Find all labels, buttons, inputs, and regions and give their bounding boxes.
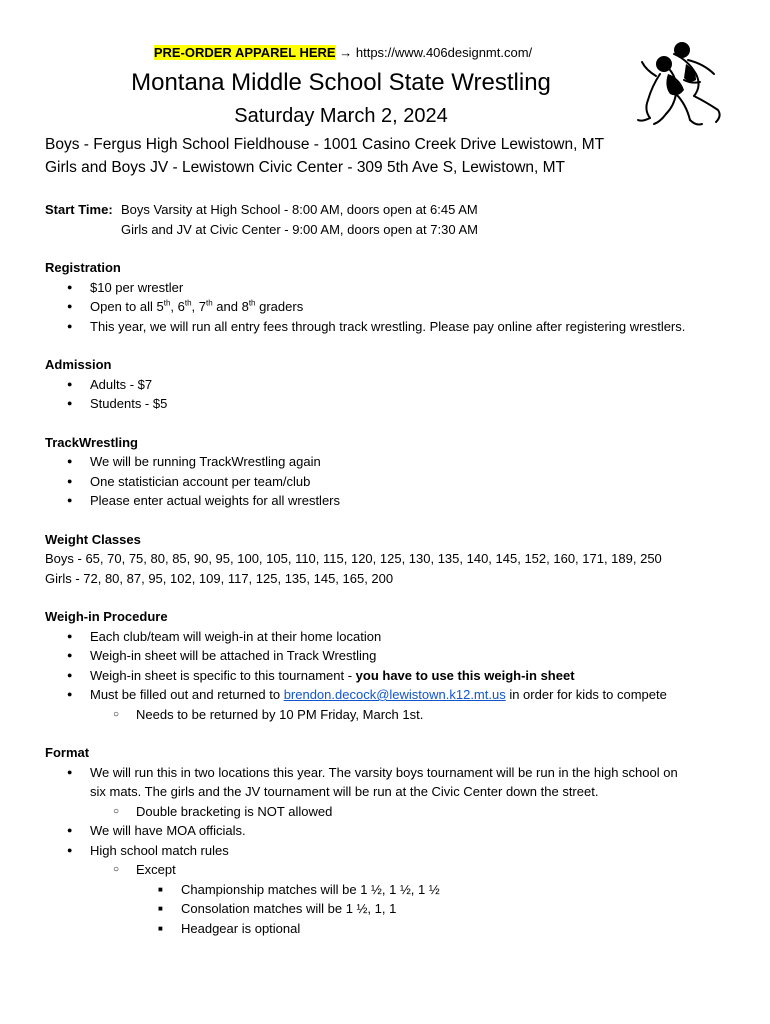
list-item: ● High school match rules — [45, 841, 735, 861]
rule-item: ■ Headgear is optional — [45, 919, 735, 939]
registration-list — [45, 278, 735, 337]
list-item: ● We will have MOA officials. — [45, 821, 735, 841]
weighin-heading: Weigh-in Procedure — [45, 609, 168, 624]
weight-classes-girls: Girls - 72, 80, 87, 95, 102, 109, 117, 125, 135, 145, 165, 200 — [45, 570, 394, 586]
rule-item: ■ Consolation matches will be 1 ½, 1, 1 — [45, 899, 735, 919]
event-date: Saturday March 2, 2024 — [234, 105, 448, 127]
list-item: ● Students - $5 — [45, 394, 735, 414]
list-item: ● $10 per wrestler — [45, 278, 735, 298]
document-body — [45, 200, 735, 938]
email-link[interactable]: brendon.decock@lewistown.k12.mt.us — [283, 687, 506, 702]
format-list — [45, 763, 735, 939]
list-item: ● One statistician account per team/club — [45, 472, 735, 492]
admission-list — [45, 375, 735, 414]
trackwrestling-list — [45, 452, 735, 511]
format-heading: Format — [45, 745, 90, 760]
venue-girls: Girls and Boys JV - Lewistown Civic Center - 309 5th Ave S, Lewistown, MT — [45, 159, 566, 176]
arrow-icon: → — [339, 45, 353, 60]
list-item: ● Each club/team will weigh-in at their home location — [45, 627, 735, 647]
sub-list-item: ○ Double bracketing is NOT allowed — [45, 802, 735, 822]
start-time-section — [45, 200, 735, 239]
list-item: ● We will run this in two locations this year. The varsity boys tournament will be run in the high school on six mats. The girls and the JV tournament will be run at the Civic Center down the street. — [45, 763, 735, 802]
weighin-list — [45, 627, 735, 725]
start-time-label: Start Time: — [45, 202, 113, 217]
trackwrestling-heading: TrackWrestling — [45, 434, 138, 450]
list-item: ● Adults - $7 — [45, 375, 735, 395]
list-item: ● Must be filled out and returned to brendon.decock@lewistown.k12.mt.us in order for kids to compete — [45, 685, 735, 705]
sub-list-item: ○ Needs to be returned by 10 PM Friday, March 1st. — [45, 705, 735, 725]
weight-classes-heading: Weight Classes — [45, 531, 141, 547]
list-item: ● We will be running TrackWrestling again — [45, 452, 735, 472]
start-time-jv: Girls and JV at Civic Center - 9:00 AM, doors open at 7:30 AM — [121, 221, 478, 237]
list-item: ● Weigh-in sheet is specific to this tournament - you have to use this weigh-in sheet — [45, 666, 735, 686]
weight-classes-boys: Boys - 65, 70, 75, 80, 85, 90, 95, 100, 105, 110, 115, 120, 125, 130, 135, 140, 145, 152, 160, 171, 189, 250 — [45, 551, 662, 566]
preorder-link[interactable]: PRE-ORDER APPAREL HERE — [153, 45, 336, 60]
list-item: ● This year, we will run all entry fees through track wrestling. Please pay online after registering wrestlers. — [45, 317, 735, 337]
sub-list-item: ○ Except — [45, 860, 735, 880]
wrestlers-logo-icon — [630, 40, 730, 130]
list-item: ● Open to all 5th, 6th, 7th and 8th graders — [45, 297, 735, 317]
list-item: ● Weigh-in sheet will be attached in Track Wrestling — [45, 646, 735, 666]
page-title: Montana Middle School State Wrestling — [131, 69, 551, 96]
registration-heading: Registration — [45, 260, 121, 275]
preorder-url[interactable]: https://www.406designmt.com/ — [355, 45, 533, 60]
venue-boys: Boys - Fergus High School Fieldhouse - 1001 Casino Creek Drive Lewistown, MT — [45, 136, 605, 153]
preorder-line — [0, 44, 686, 62]
admission-heading: Admission — [45, 357, 112, 372]
rule-item: ■ Championship matches will be 1 ½, 1 ½, 1 ½ — [45, 880, 735, 900]
list-item: ● Please enter actual weights for all wrestlers — [45, 491, 735, 511]
start-time-varsity: Boys Varsity at High School - 8:00 AM, doors open at 6:45 AM — [121, 202, 478, 217]
